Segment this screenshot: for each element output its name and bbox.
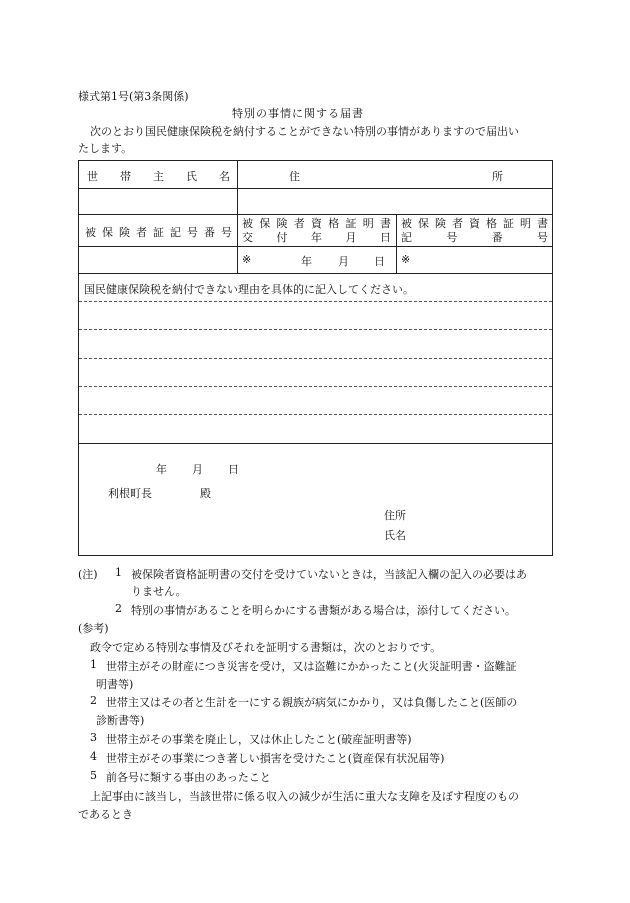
mark-issue-date: ※ xyxy=(242,253,252,266)
char: 険 xyxy=(119,226,130,239)
reference-intro: 政令で定める特別な事情及びそれを証明する書類は，次のとおりです。 xyxy=(90,641,442,654)
intro-line-1: 次のとおり国民健康保険税を納付することができない特別の事情がありますので届出い xyxy=(90,125,519,138)
char: 交 xyxy=(242,231,253,244)
char: 番 xyxy=(491,231,503,244)
char: 号 xyxy=(536,231,548,244)
char: 号 xyxy=(446,231,458,244)
char: 証 xyxy=(503,217,514,230)
date-day: 日 xyxy=(374,255,385,268)
char: 者 xyxy=(136,226,147,239)
head-cert-issue-date xyxy=(242,217,391,245)
char: 者 xyxy=(452,217,463,230)
char: 所 xyxy=(492,170,503,183)
char: 住 xyxy=(289,170,300,183)
head-cert-symbol-number xyxy=(401,217,548,245)
char: 証 xyxy=(153,226,164,239)
char: 明 xyxy=(520,217,531,230)
reference-item-2-number: 2 xyxy=(90,694,97,707)
reason-line xyxy=(79,329,552,330)
reason-line xyxy=(79,301,552,302)
char: 主 xyxy=(153,170,164,183)
char: 月 xyxy=(345,231,357,244)
reference-closing-line-1: 上記事由に該当し，当該世帯に係る収入の減少が生活に重大な支障を及ぼす程度のもの xyxy=(90,790,519,803)
char: 被 xyxy=(242,217,253,230)
form-table xyxy=(78,160,553,556)
intro-line-2: たします。 xyxy=(78,142,133,155)
reason-line xyxy=(79,414,552,415)
col-line xyxy=(237,161,238,273)
char: 格 xyxy=(486,217,497,230)
note-2: 特別の事情があることを明らかにする書類がある場合は，添付してください。 xyxy=(131,604,516,617)
reason-line xyxy=(79,386,552,387)
char: 号 xyxy=(187,226,198,239)
char: 記 xyxy=(401,231,412,244)
reference-item-5: 前各号に類する事由のあったこと xyxy=(106,771,271,784)
note-1-line-2: りません。 xyxy=(131,585,187,598)
sign-month: 月 xyxy=(192,463,203,476)
char: 保 xyxy=(102,226,113,239)
char: 書 xyxy=(537,217,548,230)
name-label: 氏名 xyxy=(384,529,406,542)
char: 世 xyxy=(87,170,98,183)
reference-item-3: 世帯主がその事業を廃止し，又は休止したこと(破産証明書等) xyxy=(106,733,412,746)
char: 証 xyxy=(345,217,357,230)
row-line xyxy=(79,246,552,247)
sign-year: 年 xyxy=(156,463,167,476)
row-line xyxy=(79,273,552,274)
head-insured-number xyxy=(85,224,232,240)
head-line xyxy=(242,217,391,231)
char: 付 xyxy=(276,231,288,244)
reference-item-4-number: 4 xyxy=(90,750,97,763)
char: 被 xyxy=(401,217,412,230)
char: 格 xyxy=(328,217,340,230)
reason-prompt: 国民健康保険税を納付できない理由を具体的に記入してください。 xyxy=(84,283,414,296)
char: 年 xyxy=(311,231,322,244)
char: 者 xyxy=(293,217,305,230)
date-year: 年 xyxy=(301,255,312,268)
head-line xyxy=(401,231,548,245)
char: 号 xyxy=(221,226,232,239)
head-line xyxy=(401,217,548,231)
note-2-number: 2 xyxy=(115,602,122,615)
note-1-number: 1 xyxy=(115,566,122,579)
char: 番 xyxy=(204,226,215,239)
addressee: 利根町長 xyxy=(108,487,152,500)
char: 氏 xyxy=(186,170,197,183)
reference-item-2-line-2: 診断書等) xyxy=(96,714,145,727)
form-title: 特別の事情に関する届書 xyxy=(232,107,364,120)
char: 明 xyxy=(362,217,374,230)
reason-line xyxy=(79,358,552,359)
char: 資 xyxy=(469,217,480,230)
reference-closing-line-2: であるとき xyxy=(78,808,133,821)
address-label: 住所 xyxy=(384,509,406,522)
reference-item-1-line-2: 明書等) xyxy=(96,678,134,691)
char: 険 xyxy=(435,217,446,230)
char: 書 xyxy=(380,217,391,230)
char: 記 xyxy=(170,226,181,239)
reference-item-3-number: 3 xyxy=(90,731,97,744)
char: 被 xyxy=(85,226,96,239)
reference-item-1-number: 1 xyxy=(90,658,97,671)
row-line xyxy=(79,443,552,444)
col-line xyxy=(396,214,397,273)
char: 名 xyxy=(219,170,230,183)
head-address xyxy=(289,168,503,184)
row-line xyxy=(79,214,552,215)
char: 帯 xyxy=(120,170,131,183)
reference-item-2-line-1: 世帯主又はその者と生計を一にする親族が病気にかかり，又は負傷したこと(医師の xyxy=(106,696,518,709)
note-1-line-1: 被保険者資格証明書の交付を受けていないときは，当該記入欄の記入の必要はあ xyxy=(131,568,527,581)
reference-item-5-number: 5 xyxy=(90,769,97,782)
reference-label: (参考) xyxy=(78,622,109,635)
char: 日 xyxy=(380,231,391,244)
head-household-name xyxy=(87,168,230,184)
char: 険 xyxy=(276,217,288,230)
mark-symbol-number: ※ xyxy=(401,253,411,266)
char: 資 xyxy=(311,217,322,230)
honorific: 殿 xyxy=(200,487,211,500)
sign-day: 日 xyxy=(228,463,239,476)
notes-label: (注) xyxy=(78,568,98,581)
date-month: 月 xyxy=(338,255,349,268)
head-line xyxy=(242,231,391,245)
form-number: 様式第1号(第3条関係) xyxy=(78,90,189,103)
reference-item-4: 世帯主がその事業につき著しい損害を受けたこと(資産保有状況届等) xyxy=(106,752,445,765)
reference-item-1-line-1: 世帯主がその財産につき災害を受け，又は盗難にかかったこと(火災証明書・盗難証 xyxy=(106,660,517,673)
char: 保 xyxy=(259,217,271,230)
char: 保 xyxy=(418,217,429,230)
row-line xyxy=(79,188,552,189)
